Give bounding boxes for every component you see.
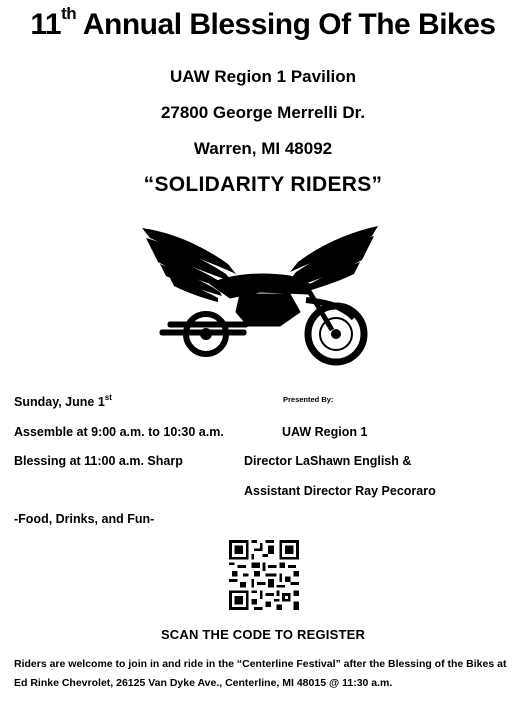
blessing-time: Blessing at 11:00 a.m. Sharp (14, 454, 183, 468)
event-date-ordinal: st (104, 393, 112, 402)
event-date (14, 395, 112, 409)
footer-line-2: Ed Rinke Chevrolet, 26125 Van Dyke Ave., Centerline, MI 48015 @ 11:30 a.m. (14, 677, 393, 689)
title-ordinal: th (61, 4, 77, 23)
qr-code-icon[interactable] (229, 540, 299, 610)
presenter-assistant: Assistant Director Ray Pecoraro (244, 484, 436, 498)
title-text: Annual Blessing Of The Bikes (76, 8, 496, 41)
title-number: 11 (30, 8, 62, 41)
slogan: “SOLIDARITY RIDERS” (143, 173, 383, 196)
presenter-org: UAW Region 1 (282, 425, 368, 439)
presenter-director: Director LaShawn English & (244, 454, 412, 468)
event-date-text: Sunday, June 1 (14, 395, 105, 409)
venue-name: UAW Region 1 Pavilion (169, 67, 357, 86)
register-instruction: SCAN THE CODE TO REGISTER (160, 627, 366, 642)
extras-text: -Food, Drinks, and Fun- (14, 512, 155, 526)
venue-city: Warren, MI 48092 (193, 139, 333, 158)
venue-street: 27800 George Merrelli Dr. (160, 103, 366, 122)
winged-motorcycle-illustration (140, 222, 380, 374)
presented-by-label: Presented By: (283, 395, 334, 404)
footer-line-1: Riders are welcome to join in and ride in the “Centerline Festival” after the Blessing of the Bikes at (14, 658, 507, 670)
assemble-time: Assemble at 9:00 a.m. to 10:30 a.m. (14, 425, 224, 439)
page-title (0, 4, 526, 42)
